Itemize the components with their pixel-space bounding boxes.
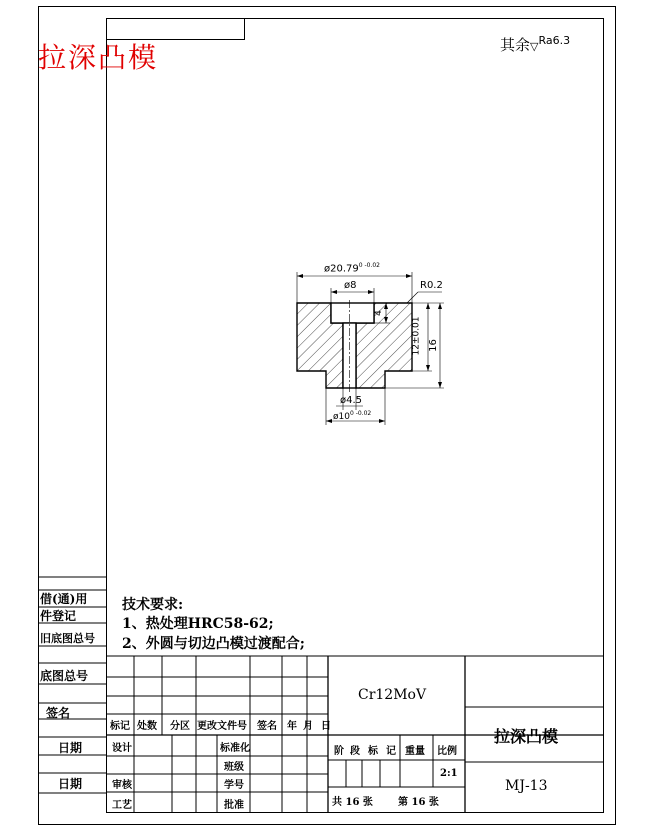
dim-top: ø20.79 — [324, 263, 359, 275]
dim-bore: ø8 — [344, 280, 357, 291]
row-label-process: 工艺 — [112, 800, 132, 811]
dim-depth: 4 — [373, 310, 384, 316]
roughness-symbol-icon: ▽ — [530, 40, 539, 53]
rev-header-day: 日 — [321, 721, 331, 732]
side-label-register: 件登记 — [40, 609, 77, 623]
row-label-design: 设计 — [112, 743, 132, 754]
dim-bottom-tol: 0 -0.02 — [349, 410, 372, 417]
sheet-number: 第 16 张 — [398, 797, 439, 808]
tech-item-1: 1、热处理HRC58-62; — [122, 616, 274, 632]
material: Cr12MoV — [358, 687, 427, 703]
scale-value: 2:1 — [440, 768, 458, 779]
dim-radius: R0.2 — [420, 280, 443, 291]
mid-label-student-no: 学号 — [224, 780, 244, 791]
stage-header-scale: 比例 — [437, 746, 457, 757]
rev-header-year: 年 — [287, 721, 297, 732]
rev-header-doc: 更改文件号 — [197, 721, 247, 732]
part-name: 拉深凸模 — [494, 727, 559, 746]
side-label-date-1: 日期 — [58, 741, 83, 755]
mid-label-standard: 标准化 — [220, 743, 250, 754]
dim-bottom: ø10 — [333, 412, 350, 422]
page-title: 拉深凸模 — [38, 41, 159, 74]
stage-header-weight: 重量 — [405, 746, 425, 757]
stage-header-3: 标 — [368, 746, 378, 757]
tech-item-2: 2、外圆与切边凸模过渡配合; — [122, 636, 305, 652]
side-label-borrow: 借(通)用 — [40, 592, 88, 606]
side-label-base: 底图总号 — [40, 669, 89, 683]
dim-bottom-label — [333, 410, 371, 422]
row-label-review: 审核 — [112, 780, 132, 791]
mid-label-class: 班级 — [224, 762, 244, 773]
roughness-value: Ra6.3 — [538, 34, 571, 47]
dim-hole: ø4.5 — [340, 395, 363, 406]
rev-header-count: 处数 — [137, 721, 157, 732]
side-label-old-base: 旧底图总号 — [40, 632, 95, 645]
stage-header-4: 记 — [386, 746, 396, 757]
mid-label-approve: 批准 — [224, 800, 244, 811]
tech-heading: 技术要求: — [122, 597, 184, 613]
drawing-number: MJ-13 — [505, 778, 548, 794]
dim-top-tol: 0 -0.02 — [358, 262, 380, 269]
dim-height: 16 — [427, 339, 439, 352]
dim-shoulder: 12±0.01 — [411, 316, 422, 356]
rev-header-month: 月 — [303, 721, 313, 732]
side-label-sign: 签名 — [46, 706, 71, 720]
rev-header-zone: 分区 — [170, 721, 190, 732]
rev-header-mark: 标记 — [110, 721, 130, 732]
stage-header-1: 阶 — [334, 746, 344, 757]
rev-header-sign: 签名 — [257, 721, 277, 732]
roughness-prefix: 其余 — [500, 36, 531, 54]
stage-header-2: 段 — [350, 746, 360, 757]
sheet-total: 共 16 张 — [332, 797, 373, 808]
side-label-date-2: 日期 — [58, 777, 83, 791]
dim-top-label — [324, 262, 380, 274]
